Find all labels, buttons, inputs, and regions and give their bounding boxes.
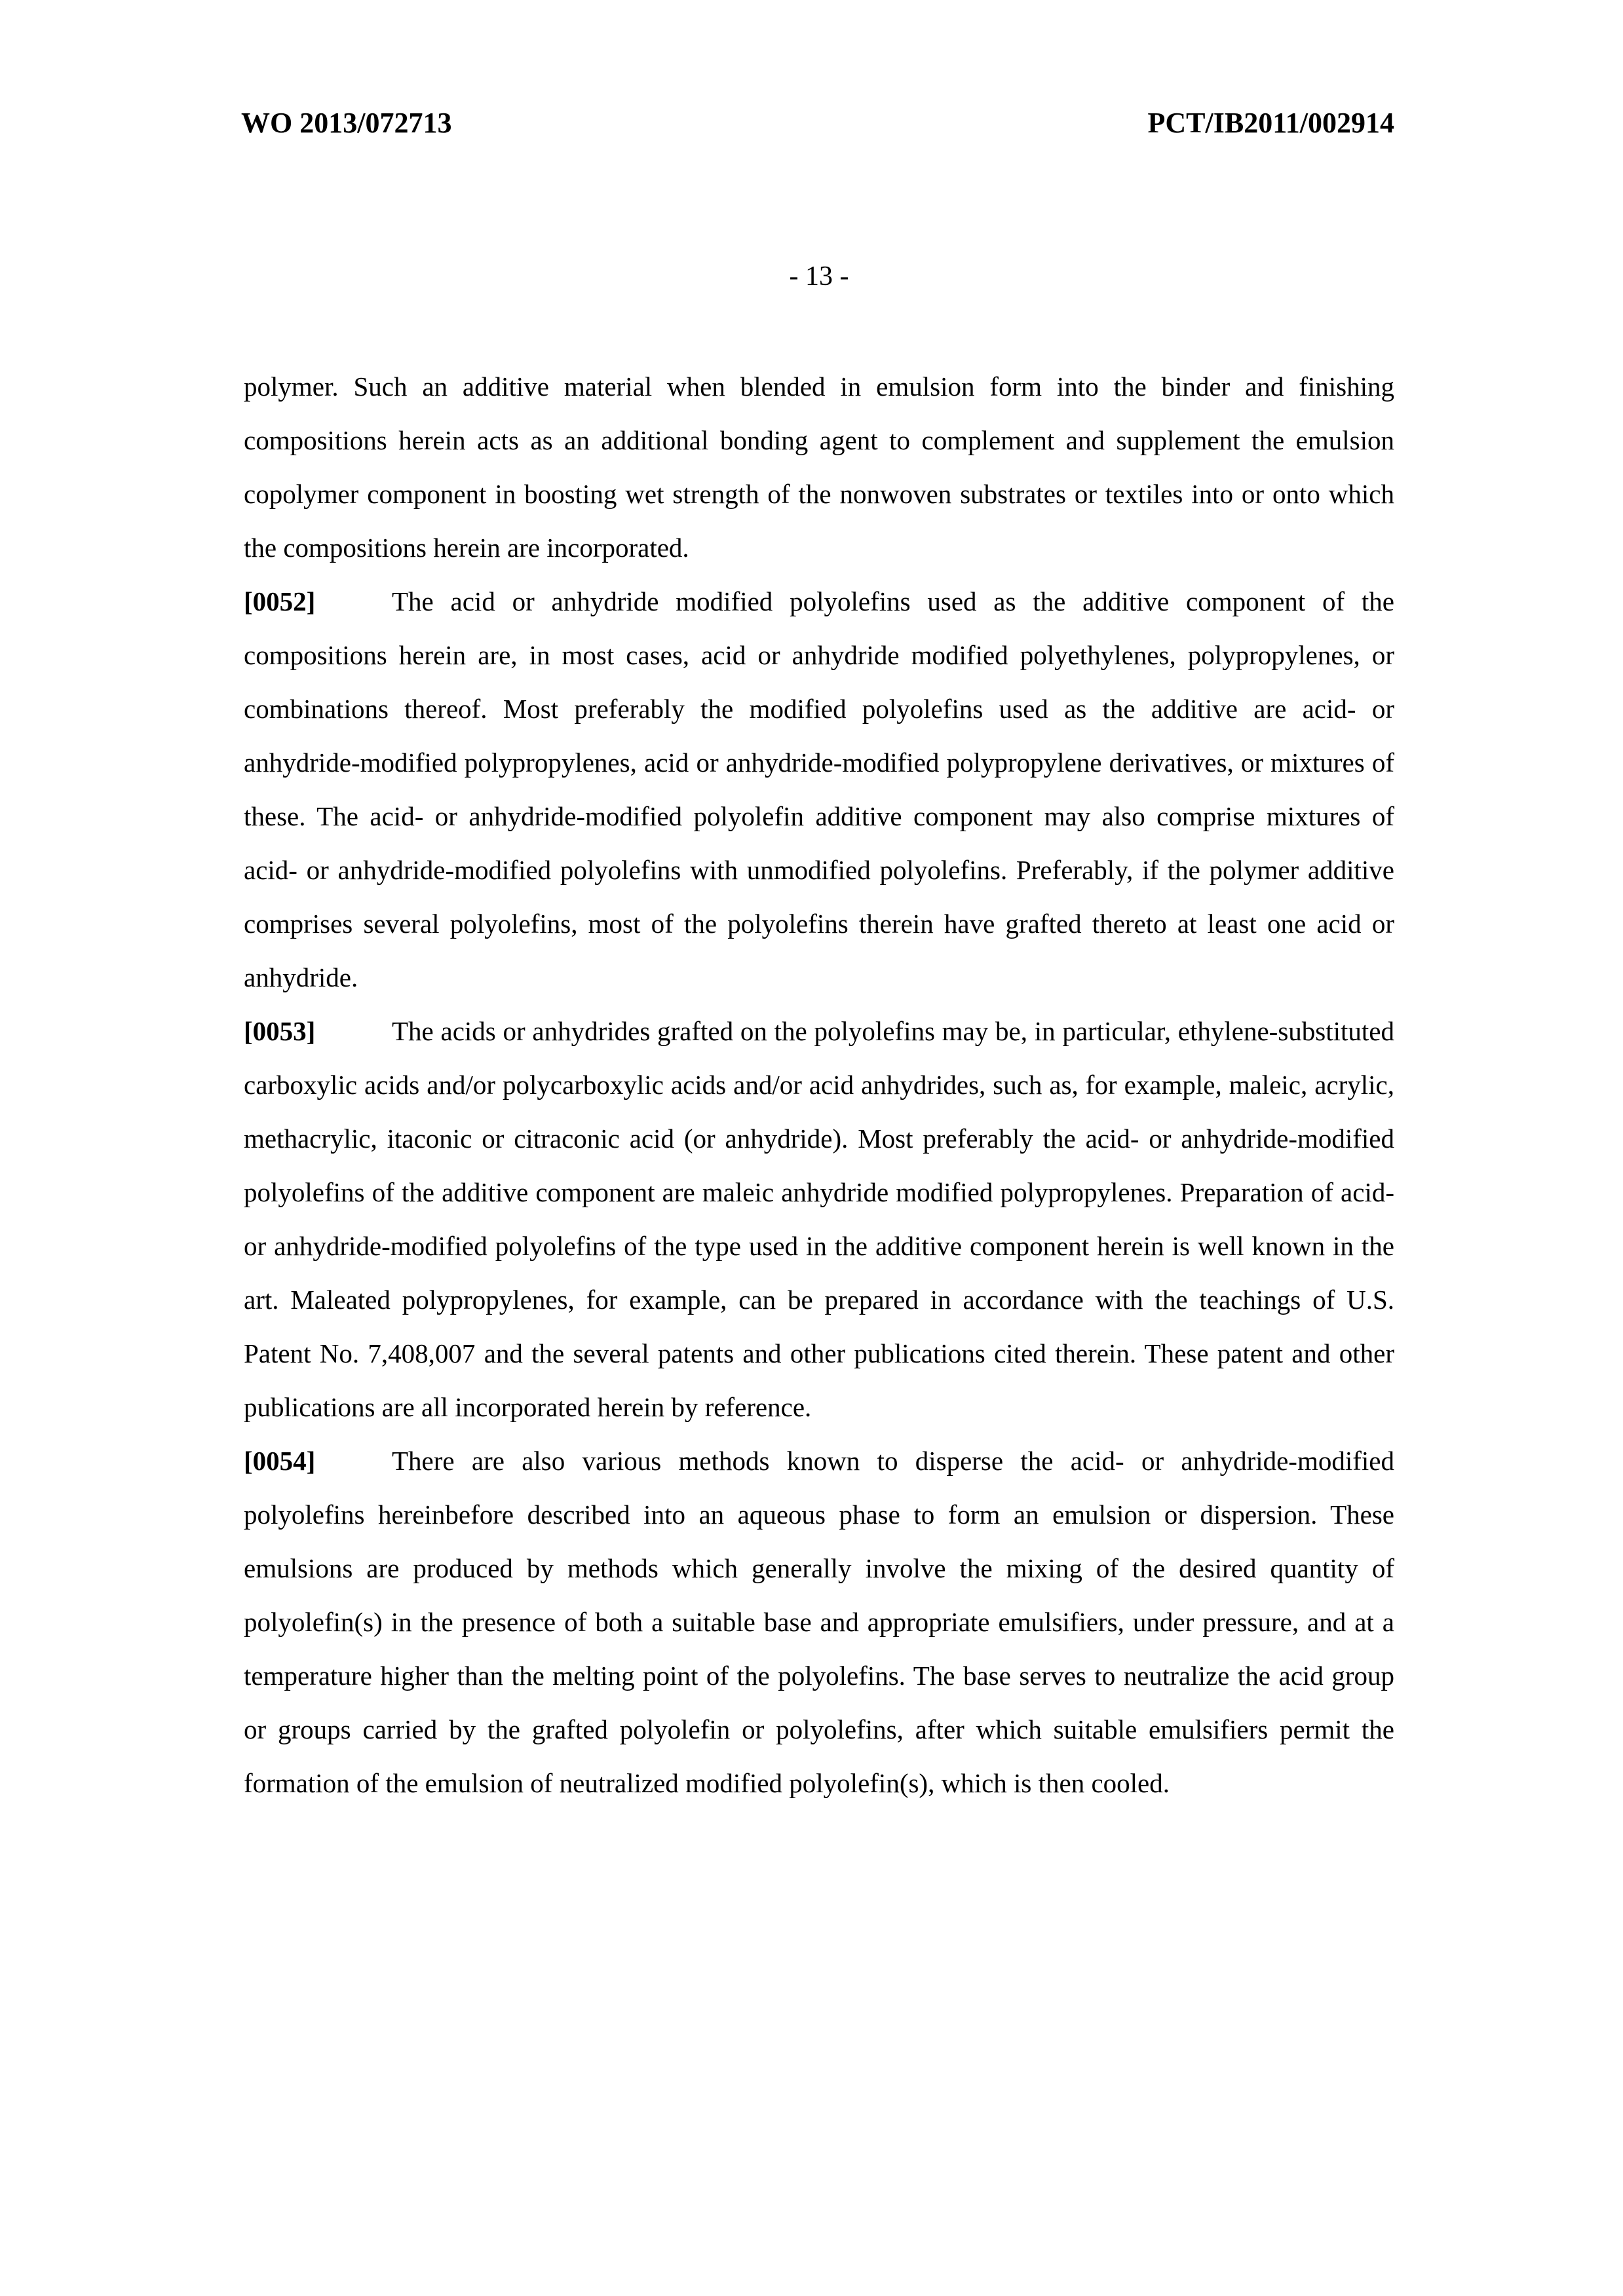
application-number: PCT/IB2011/002914 xyxy=(1147,107,1394,139)
paragraph xyxy=(244,1434,1394,1810)
paragraph-tag: [0053] xyxy=(244,1016,316,1046)
paragraph-text: There are also various methods known to disperse the acid- or anhydride-modified polyolefins hereinbefore described into an aqueous phase to form an emulsion or dispersion. These emulsions are produced by methods which generally involve the mixing of the desired quantity of polyolefin(s) in the presence of both a suitable base and appropriate emulsifiers, under pressure, and at a temperature higher than the melting point of the polyolefins. The base serves to neutralize the acid group or groups carried by the grafted polyolefin or polyolefins, after which suitable emulsifiers permit the formation of the emulsion of neutralized modified polyolefin(s), which is then cooled. xyxy=(244,1446,1394,1798)
paragraph-text: polymer. Such an additive material when blended in emulsion form into the binder and finishing compositions herein acts as an additional bonding agent to complement and supplement the emulsion copolymer component in boosting wet strength of the nonwoven substrates or textiles into or onto which the compositions herein are incorporated. xyxy=(244,371,1394,563)
page-number: - 13 - xyxy=(789,261,849,292)
paragraph-tag: [0054] xyxy=(244,1446,316,1476)
paragraph xyxy=(244,360,1394,574)
paragraph xyxy=(244,1004,1394,1434)
document-body xyxy=(244,360,1394,1810)
page-header xyxy=(241,109,1394,138)
publication-number: WO 2013/072713 xyxy=(241,107,452,139)
paragraph-text: The acid or anhydride modified polyolefins used as the additive component of the compositions herein are, in most cases, acid or anhydride modified polyethylenes, polypropylenes, or combinations thereof. Most preferably the modified polyolefins used as the additive are acid- or anhydride-modified polypropylenes, acid or anhydride-modified polypropylene derivatives, or mixtures of these. The acid- or anhydride-modified polyolefin additive component may also comprise mixtures of acid- or anhydride-modified polyolefins with unmodified polyolefins. Preferably, if the polymer additive comprises several polyolefins, most of the polyolefins therein have grafted thereto at least one acid or anhydride. xyxy=(244,586,1394,992)
paragraph xyxy=(244,574,1394,1004)
paragraph-text: The acids or anhydrides grafted on the polyolefins may be, in particular, ethylene-substituted carboxylic acids and/or polycarboxylic acids and/or acid anhydrides, such as, for example, maleic, acrylic, methacrylic, itaconic or citraconic acid (or anhydride). Most preferably the acid- or anhydride-modified polyolefins of the additive component are maleic anhydride modified polypropylenes. Preparation of acid- or anhydride-modified polyolefins of the type used in the additive component herein is well known in the art. Maleated polypropylenes, for example, can be prepared in accordance with the teachings of U.S. Patent No. 7,408,007 and the several patents and other publications cited therein. These patent and other publications are all incorporated herein by reference. xyxy=(244,1016,1394,1422)
paragraph-tag: [0052] xyxy=(244,586,316,616)
